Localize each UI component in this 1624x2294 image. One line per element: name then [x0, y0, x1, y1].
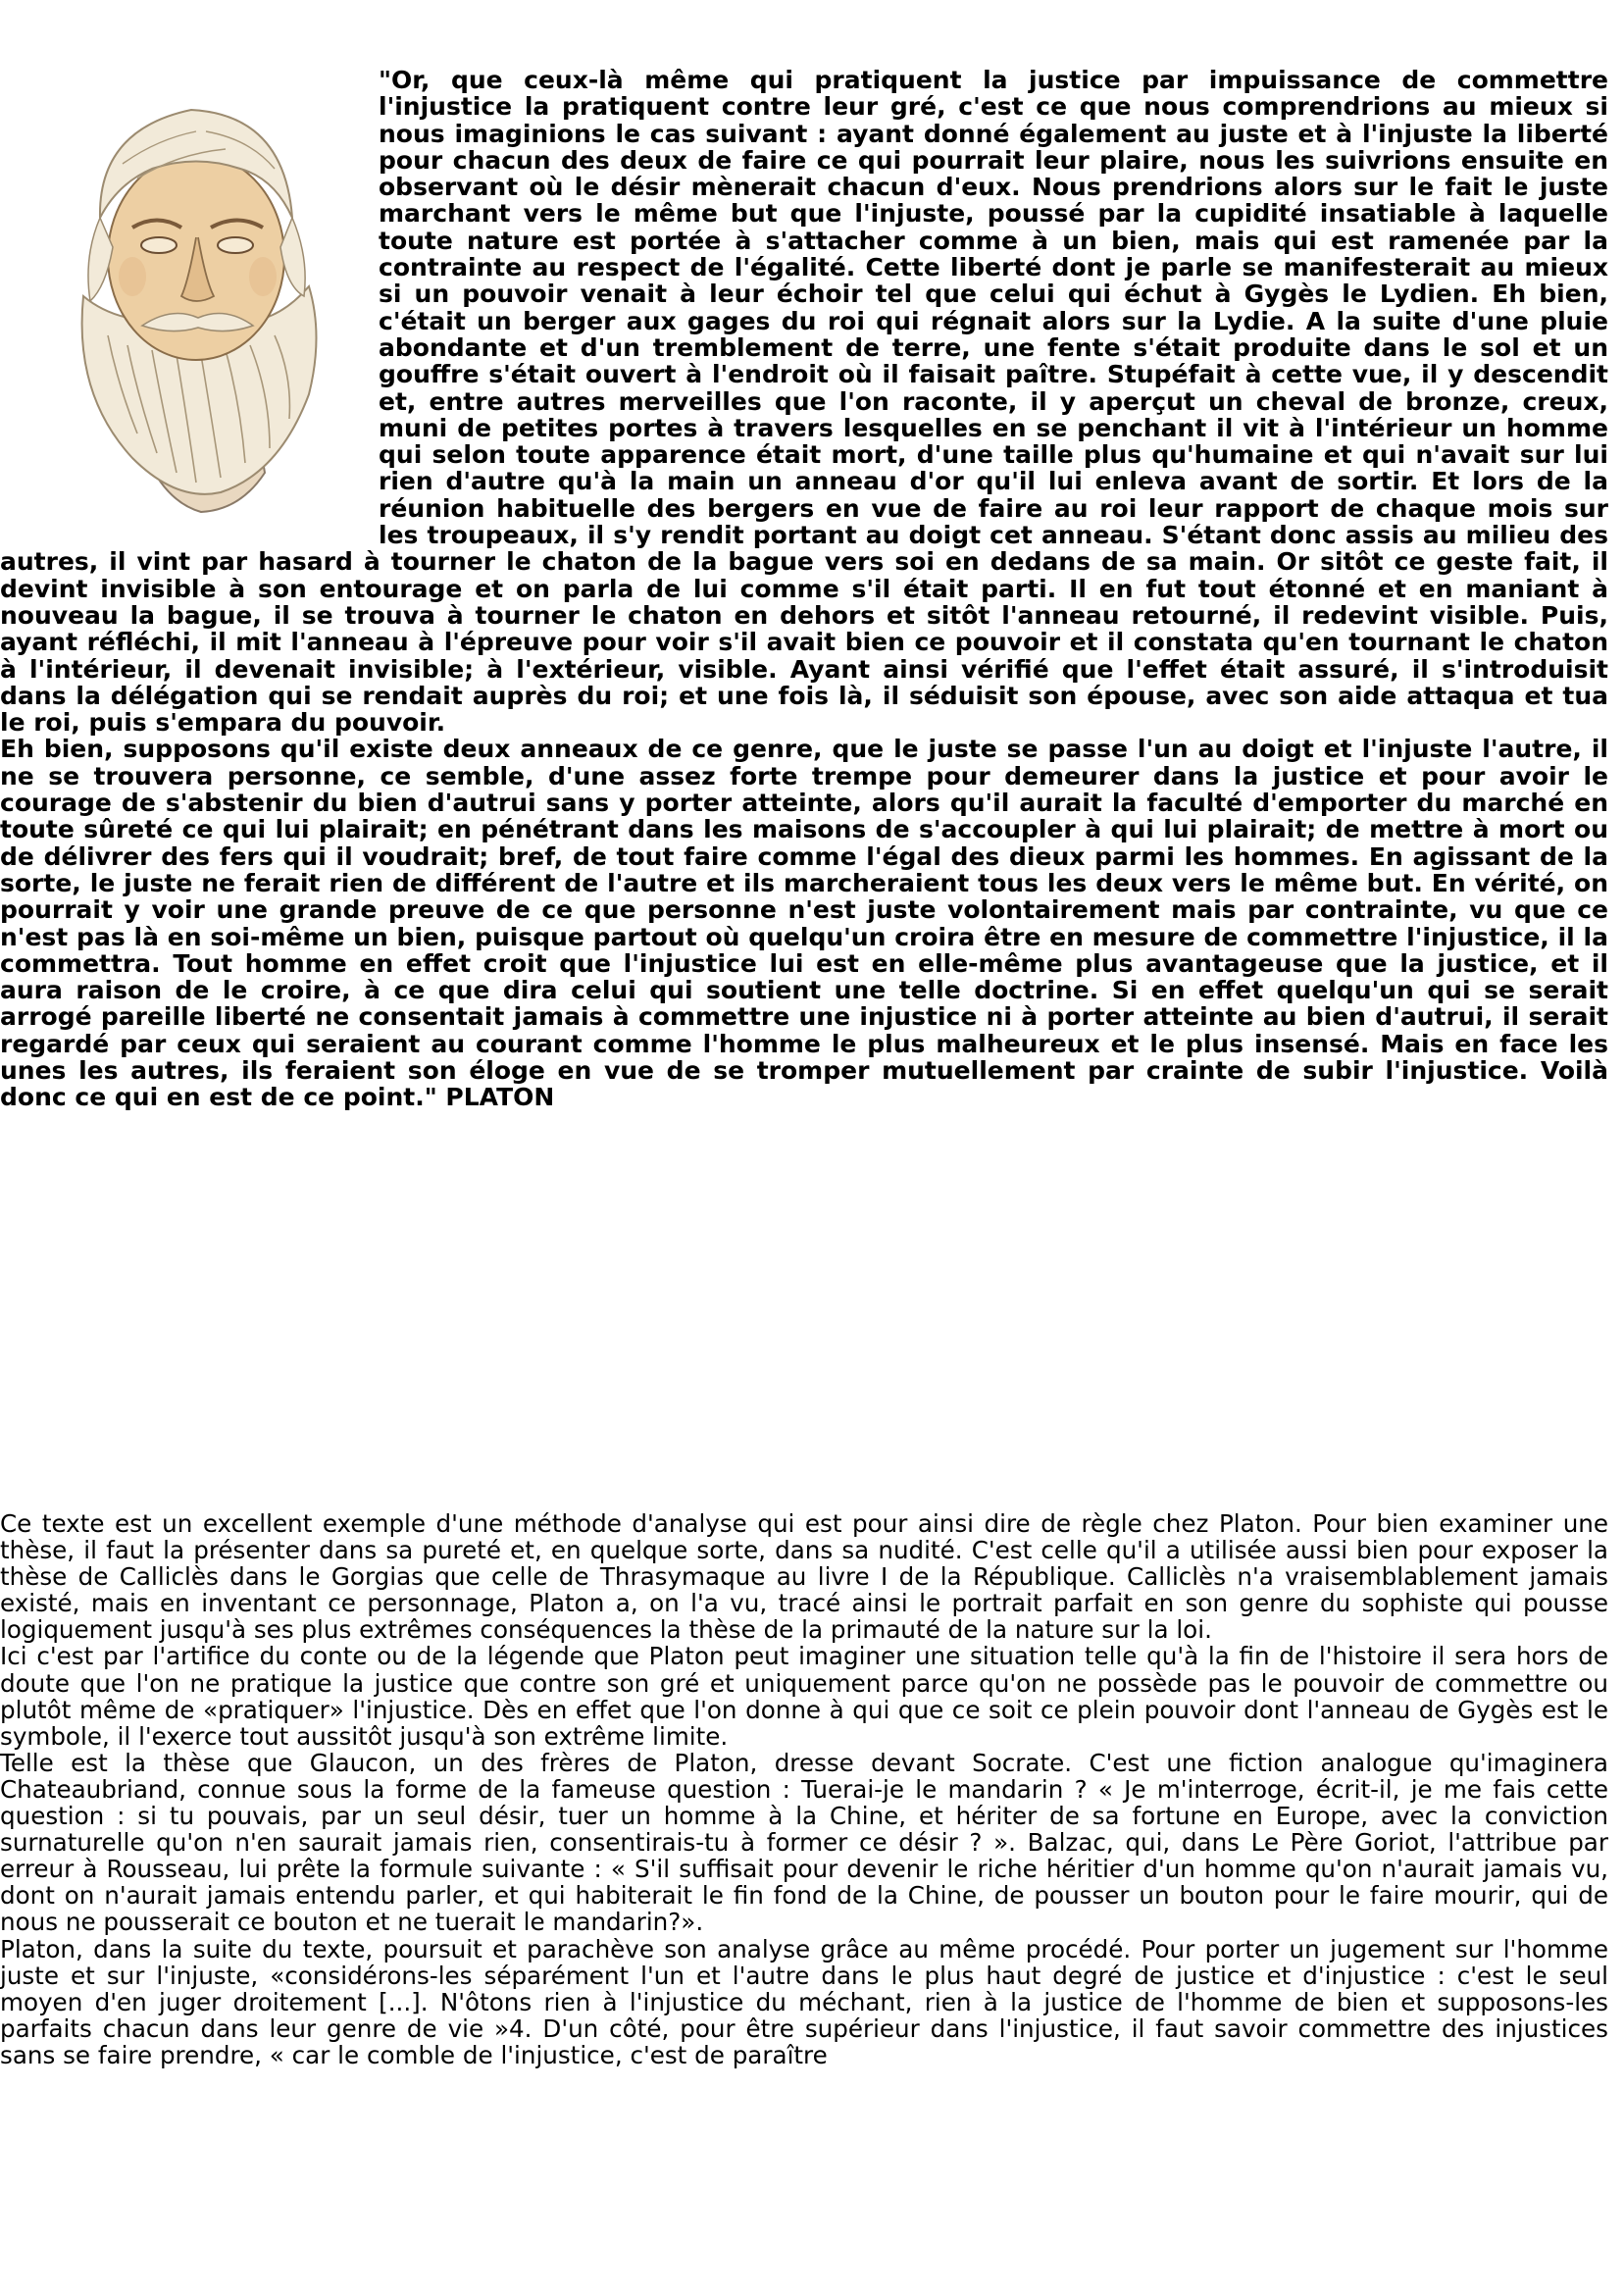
quote-paragraph: Eh bien, supposons qu'il existe deux anneaux de ce genre, que le juste se passe l'un au doigt et l'injuste l'autre, il ne se trouvera personne, ce semble, d'une assez forte trempe pour demeurer dans la justice et pour avoir le courage de s'abstenir du bien d'autrui sans y porter atteinte, alors qu'il aurait la faculté d'emporter du marché en toute sûreté ce qui lui plairait; en pénétrant dans les maisons de s'accoupler à qui lui plairait; de mettre à mort ou de délivrer des fers qui il voudrait; bref, de tout faire comme l'égal des dieux parmi les hommes. En agissant de la sorte, le juste ne ferait rien de différent de l'autre et ils marcheraient tous les deux vers le même but. En vérité, on pourrait y voir une grande preuve de ce que personne n'est juste volontairement mais par contrainte, vu que ce n'est pas là en soi-même un bien, puisque partout où quelqu'un croira être en mesure de commettre l'injustice, il la commettra. Tout homme en effet croit que l'injustice lui est en elle-même plus avantageuse que la justice, et il aura raison de le croire, à ce que dira celui qui soutient une telle doctrine. Si en effet quelqu'un qui se serait arrogé pareille liberté ne consentait jamais à commettre une injustice ni à porter atteinte au bien d'autrui, il serait regardé par ceux qui seraient au courant comme l'homme le plus malheureux et le plus insensé. Mais en face les unes les autres, ils feraient son éloge en vue de se tromper mutuellement par crainte de subir l'injustice. Voilà donc ce qui en est de ce point." PLATON [0, 735, 1608, 1112]
commentary-paragraph: Ici c'est par l'artifice du conte ou de la légende que Platon peut imaginer une situation telle qu'à la fin de l'histoire il sera hors de doute que l'on ne pratique la justice que contre son gré et uniquement parce qu'on ne possède pas le pouvoir de commettre ou plutôt même de «pratiquer» l'injustice. Dès en effet que l'on donne à qui que ce soit ce plein pouvoir dont l'anneau de Gygès est le symbole, il l'exerce tout aussitôt jusqu'à son extrême limite. [0, 1642, 1608, 1751]
plato-quote [0, 67, 1608, 1111]
portrait-spacer [0, 67, 379, 535]
commentary-paragraph: Platon, dans la suite du texte, poursuit et parachève son analyse grâce au même procédé. Pour porter un jugement sur l'homme juste et sur l'injuste, «considérons-les séparément l'un et l'autre dans le plus haut degré de justice et d'injustice : c'est le seul moyen d'en juger droitement [...]. N'ôtons rien à l'injustice du méchant, rien à la justice de l'homme de bien et supposons-les parfaits chacun dans leur genre de vie »4. D'un côté, pour être supérieur dans l'injustice, il faut savoir commettre des injustices sans se faire prendre, « car le comble de l'injustice, c'est de paraître [0, 1934, 1608, 2069]
commentary-paragraph: Ce texte est un excellent exemple d'une méthode d'analyse qui est pour ainsi dire de règle chez Platon. Pour bien examiner une thèse, il faut la présenter dans sa pureté et, en quelque sorte, dans sa nudité. C'est celle qu'il a utilisée aussi bien pour exposer la thèse de Calliclès dans le Gorgias que celle de Thrasymaque au livre I de la République. Calliclès n'a vraisemblablement jamais existé, mais en inventant ce personnage, Platon a, on l'a vu, tracé ainsi le portrait parfait en son genre du sophiste qui pousse logiquement jusqu'à ses plus extrêmes conséquences la thèse de la primauté de la nature sur la loi. [0, 1509, 1608, 1645]
commentary-text [0, 1510, 1608, 2068]
commentary-paragraph: Telle est la thèse que Glaucon, un des frères de Platon, dresse devant Socrate. C'est une fiction analogue qu'imaginera Chateaubriand, connue sous la forme de la fameuse question : Tuerai-je le mandarin ? « Je m'interroge, écrit-il, je me fais cette question : si tu pouvais, par un seul désir, tuer un homme à la Chine, et hériter de sa fortune en Europe, avec la conviction surnaturelle qu'on n'en saurait jamais rien, consentirais-tu à former ce désir ? ». Balzac, qui, dans Le Père Goriot, l'attribue par erreur à Rousseau, lui prête la formule suivante : « S'il suffisait pour devenir le riche héritier d'un homme qu'on n'aurait jamais vu, dont on n'aurait jamais entendu parler, et qui habiterait le fin fond de la Chine, de pousser un bouton pour le faire mourir, qui de nous ne pousserait ce bouton et ne tuerait le mandarin?». [0, 1748, 1608, 1937]
quote-paragraph: "Or, que ceux-là même qui pratiquent la justice par impuissance de commettre l'injustice la pratiquent contre leur gré, c'est ce que nous comprendrions au mieux si nous imaginions le cas suivant : ayant donné également au juste et à l'injuste la liberté pour chacun des deux de faire ce qui pourrait leur plaire, nous les suivrions ensuite en observant où le désir mènerait chacun d'eux. Nous prendrions alors sur le fait le juste marchant vers le même but que l'injuste, poussé par la cupidité insatiable à laquelle toute nature est portée à s'attacher comme à un bien, mais qui est ramenée par la contrainte au respect de l'égalité. Cette liberté dont je parle se manifesterait au mieux si un pouvoir venait à leur échoir tel que celui qui échut à Gygès le Lydien. Eh bien, c'était un berger aux gages du roi qui régnait alors sur la Lydie. A la suite d'une pluie abondante et d'un tremblement de terre, une fente s'était produite dans le sol et un gouffre s'était ouvert à l'endroit où il faisait paître. Stupéfait à cette vue, il y descendit et, entre autres merveilles que l'on raconte, il y aperçut un cheval de bronze, creux, muni de petites portes à travers lesquelles en se penchant il vit à l'intérieur un homme qui selon toute apparence était mort, d'une taille plus qu'humaine et qui n'avait sur lui rien d'autre qu'à la main un anneau d'or qu'il lui enleva avant de sortir. Et lors de la réunion habituelle des bergers en vue de faire au roi leur rapport de chaque mois sur les troupeaux, il s'y rendit portant au doigt cet anneau. S'étant donc assis au milieu des autres, il vint par hasard à tourner le chaton de la bague vers soi en dedans de sa main. Or sitôt ce geste fait, il devint invisible à son entourage et on parla de lui comme s'il était parti. Il en fut tout étonné et en maniant à nouveau la bague, il se trouva à tourner le chaton en dehors et sitôt l'anneau retourné, il redevint visible. Puis, ayant réfléchi, il mit l'anneau à l'épreuve pour voir s'il avait bien ce pouvoir et il constata qu'en tournant le chaton à l'intérieur, il devenait invisible; à l'extérieur, visible. Ayant ainsi vérifié que l'effet était assuré, il s'introduisit dans la délégation qui se rendait auprès du roi; et une fois là, il séduisit son épouse, avec son aide attaqua et tua le roi, puis s'empara du pouvoir. [0, 66, 1608, 738]
